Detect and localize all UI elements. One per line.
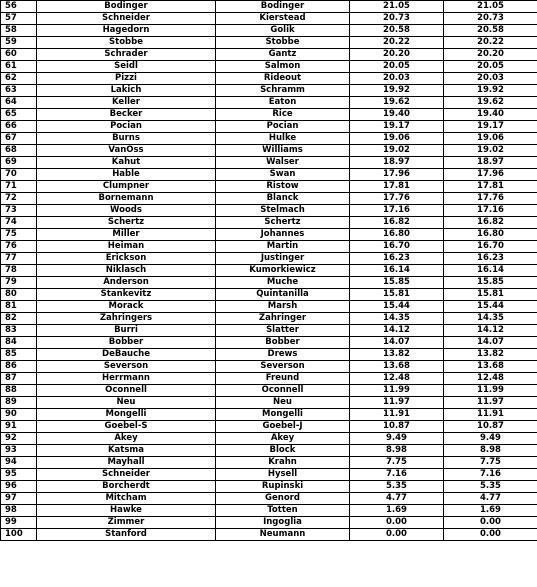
- name-cell: Anderson: [37, 277, 216, 289]
- score-cell: 13.68: [350, 361, 444, 373]
- score-cell-2: 11.99: [444, 385, 537, 397]
- rank-cell: 88: [1, 385, 37, 397]
- rank-cell: 87: [1, 373, 37, 385]
- score-cell-2: 8.98: [444, 445, 537, 457]
- score-cell: 17.81: [350, 181, 444, 193]
- table-row: [1, 373, 537, 385]
- name-cell: Schneider: [37, 13, 216, 25]
- partner-name-cell: Martin: [216, 241, 350, 253]
- name-cell: Niklasch: [37, 265, 216, 277]
- partner-name-cell: Schramm: [216, 85, 350, 97]
- score-cell: 13.82: [350, 349, 444, 361]
- score-cell: 18.97: [350, 157, 444, 169]
- table-row: [1, 433, 537, 445]
- partner-name-cell: Neumann: [216, 529, 350, 541]
- table-row: [1, 241, 537, 253]
- score-cell-2: 9.49: [444, 433, 537, 445]
- name-cell: Burns: [37, 133, 216, 145]
- partner-name-cell: Bodinger: [216, 1, 350, 13]
- name-cell: Borcherdt: [37, 481, 216, 493]
- partner-name-cell: Hysell: [216, 469, 350, 481]
- name-cell: Schertz: [37, 217, 216, 229]
- table-row: [1, 109, 537, 121]
- partner-name-cell: Oconnell: [216, 385, 350, 397]
- name-cell: Mayhall: [37, 457, 216, 469]
- name-cell: Miller: [37, 229, 216, 241]
- score-cell: 21.05: [350, 1, 444, 13]
- rank-cell: 94: [1, 457, 37, 469]
- name-cell: Bornemann: [37, 193, 216, 205]
- name-cell: Zimmer: [37, 517, 216, 529]
- rank-cell: 76: [1, 241, 37, 253]
- partner-name-cell: Schertz: [216, 217, 350, 229]
- score-cell-2: 5.35: [444, 481, 537, 493]
- rank-cell: 66: [1, 121, 37, 133]
- score-cell-2: 15.44: [444, 301, 537, 313]
- name-cell: Pizzi: [37, 73, 216, 85]
- name-cell: Pocian: [37, 121, 216, 133]
- score-cell-2: 14.35: [444, 313, 537, 325]
- partner-name-cell: Kierstead: [216, 13, 350, 25]
- table-row: [1, 469, 537, 481]
- table-row: [1, 397, 537, 409]
- table-row: [1, 289, 537, 301]
- score-cell: 8.98: [350, 445, 444, 457]
- table-row: [1, 361, 537, 373]
- score-cell-2: 13.68: [444, 361, 537, 373]
- score-cell-2: 20.05: [444, 61, 537, 73]
- name-cell: Burri: [37, 325, 216, 337]
- partner-name-cell: Slatter: [216, 325, 350, 337]
- table-row: [1, 25, 537, 37]
- rank-cell: 74: [1, 217, 37, 229]
- partner-name-cell: Neu: [216, 397, 350, 409]
- rank-cell: 57: [1, 13, 37, 25]
- score-cell-2: 19.06: [444, 133, 537, 145]
- name-cell: Oconnell: [37, 385, 216, 397]
- table-row: [1, 253, 537, 265]
- partner-name-cell: Block: [216, 445, 350, 457]
- rank-cell: 71: [1, 181, 37, 193]
- partner-name-cell: Drews: [216, 349, 350, 361]
- score-cell-2: 15.81: [444, 289, 537, 301]
- partner-name-cell: Kumorkiewicz: [216, 265, 350, 277]
- name-cell: Hawke: [37, 505, 216, 517]
- rank-cell: 78: [1, 265, 37, 277]
- standings-table-body: [1, 1, 537, 541]
- score-cell-2: 19.92: [444, 85, 537, 97]
- score-cell-2: 11.91: [444, 409, 537, 421]
- score-cell-2: 0.00: [444, 517, 537, 529]
- score-cell-2: 20.20: [444, 49, 537, 61]
- rank-cell: 77: [1, 253, 37, 265]
- rank-cell: 67: [1, 133, 37, 145]
- name-cell: Stanford: [37, 529, 216, 541]
- score-cell-2: 14.07: [444, 337, 537, 349]
- name-cell: Akey: [37, 433, 216, 445]
- rank-cell: 97: [1, 493, 37, 505]
- partner-name-cell: Mongelli: [216, 409, 350, 421]
- partner-name-cell: Stobbe: [216, 37, 350, 49]
- partner-name-cell: Walser: [216, 157, 350, 169]
- score-cell: 19.06: [350, 133, 444, 145]
- score-cell: 19.02: [350, 145, 444, 157]
- name-cell: Kahut: [37, 157, 216, 169]
- partner-name-cell: Bobber: [216, 337, 350, 349]
- score-cell: 16.23: [350, 253, 444, 265]
- score-cell-2: 19.02: [444, 145, 537, 157]
- table-row: [1, 349, 537, 361]
- score-cell-2: 10.87: [444, 421, 537, 433]
- score-cell: 4.77: [350, 493, 444, 505]
- rank-cell: 62: [1, 73, 37, 85]
- name-cell: Severson: [37, 361, 216, 373]
- table-row: [1, 205, 537, 217]
- name-cell: Katsma: [37, 445, 216, 457]
- rank-cell: 93: [1, 445, 37, 457]
- score-cell-2: 14.12: [444, 325, 537, 337]
- rank-cell: 70: [1, 169, 37, 181]
- score-cell: 14.12: [350, 325, 444, 337]
- score-cell-2: 13.82: [444, 349, 537, 361]
- name-cell: Bodinger: [37, 1, 216, 13]
- name-cell: Schneider: [37, 469, 216, 481]
- partner-name-cell: Krahn: [216, 457, 350, 469]
- partner-name-cell: Totten: [216, 505, 350, 517]
- partner-name-cell: Zahringer: [216, 313, 350, 325]
- rank-cell: 59: [1, 37, 37, 49]
- rank-cell: 81: [1, 301, 37, 313]
- score-cell: 20.22: [350, 37, 444, 49]
- partner-name-cell: Williams: [216, 145, 350, 157]
- score-cell: 17.16: [350, 205, 444, 217]
- rank-cell: 79: [1, 277, 37, 289]
- score-cell-2: 16.14: [444, 265, 537, 277]
- partner-name-cell: Severson: [216, 361, 350, 373]
- table-row: [1, 97, 537, 109]
- name-cell: Woods: [37, 205, 216, 217]
- rank-cell: 61: [1, 61, 37, 73]
- table-row: [1, 73, 537, 85]
- name-cell: Herrmann: [37, 373, 216, 385]
- name-cell: VanOss: [37, 145, 216, 157]
- table-row: [1, 85, 537, 97]
- rank-cell: 90: [1, 409, 37, 421]
- score-cell: 20.05: [350, 61, 444, 73]
- name-cell: Mongelli: [37, 409, 216, 421]
- rank-cell: 92: [1, 433, 37, 445]
- score-cell-2: 16.70: [444, 241, 537, 253]
- score-cell: 7.16: [350, 469, 444, 481]
- rank-cell: 69: [1, 157, 37, 169]
- table-row: [1, 61, 537, 73]
- score-cell: 11.99: [350, 385, 444, 397]
- score-cell: 7.75: [350, 457, 444, 469]
- name-cell: Becker: [37, 109, 216, 121]
- rank-cell: 86: [1, 361, 37, 373]
- rank-cell: 72: [1, 193, 37, 205]
- score-cell: 15.81: [350, 289, 444, 301]
- score-cell: 12.48: [350, 373, 444, 385]
- score-cell: 19.17: [350, 121, 444, 133]
- rank-cell: 91: [1, 421, 37, 433]
- score-cell-2: 18.97: [444, 157, 537, 169]
- score-cell: 15.44: [350, 301, 444, 313]
- rank-cell: 89: [1, 397, 37, 409]
- name-cell: Mitcham: [37, 493, 216, 505]
- score-cell-2: 15.85: [444, 277, 537, 289]
- score-cell: 20.03: [350, 73, 444, 85]
- name-cell: Hable: [37, 169, 216, 181]
- score-cell-2: 19.62: [444, 97, 537, 109]
- score-cell-2: 12.48: [444, 373, 537, 385]
- rank-cell: 85: [1, 349, 37, 361]
- score-cell: 11.91: [350, 409, 444, 421]
- score-cell-2: 4.77: [444, 493, 537, 505]
- name-cell: Keller: [37, 97, 216, 109]
- name-cell: Seidl: [37, 61, 216, 73]
- partner-name-cell: Goebel-J: [216, 421, 350, 433]
- rank-cell: 63: [1, 85, 37, 97]
- partner-name-cell: Blanck: [216, 193, 350, 205]
- partner-name-cell: Ingoglia: [216, 517, 350, 529]
- name-cell: Lakich: [37, 85, 216, 97]
- partner-name-cell: Freund: [216, 373, 350, 385]
- table-row: [1, 325, 537, 337]
- table-row: [1, 301, 537, 313]
- score-cell-2: 21.05: [444, 1, 537, 13]
- table-row: [1, 517, 537, 529]
- score-cell: 16.14: [350, 265, 444, 277]
- score-cell-2: 16.82: [444, 217, 537, 229]
- score-cell-2: 20.73: [444, 13, 537, 25]
- rank-cell: 68: [1, 145, 37, 157]
- partner-name-cell: Ristow: [216, 181, 350, 193]
- score-cell-2: 17.96: [444, 169, 537, 181]
- score-cell: 0.00: [350, 517, 444, 529]
- score-cell-2: 17.76: [444, 193, 537, 205]
- rank-cell: 56: [1, 1, 37, 13]
- name-cell: DeBauche: [37, 349, 216, 361]
- rank-cell: 75: [1, 229, 37, 241]
- name-cell: Erickson: [37, 253, 216, 265]
- score-cell-2: 1.69: [444, 505, 537, 517]
- name-cell: Heiman: [37, 241, 216, 253]
- name-cell: Goebel-S: [37, 421, 216, 433]
- rank-cell: 65: [1, 109, 37, 121]
- rank-cell: 96: [1, 481, 37, 493]
- partner-name-cell: Justinger: [216, 253, 350, 265]
- table-row: [1, 445, 537, 457]
- score-cell: 10.87: [350, 421, 444, 433]
- name-cell: Neu: [37, 397, 216, 409]
- name-cell: Zahringers: [37, 313, 216, 325]
- partner-name-cell: Genord: [216, 493, 350, 505]
- score-cell: 16.70: [350, 241, 444, 253]
- score-cell: 20.20: [350, 49, 444, 61]
- score-cell-2: 11.97: [444, 397, 537, 409]
- table-row: [1, 481, 537, 493]
- score-cell: 14.07: [350, 337, 444, 349]
- table-row: [1, 529, 537, 541]
- score-cell: 0.00: [350, 529, 444, 541]
- score-cell-2: 16.23: [444, 253, 537, 265]
- rank-cell: 95: [1, 469, 37, 481]
- score-cell: 20.58: [350, 25, 444, 37]
- table-row: [1, 409, 537, 421]
- rank-cell: 73: [1, 205, 37, 217]
- table-row: [1, 37, 537, 49]
- score-cell-2: 20.22: [444, 37, 537, 49]
- score-cell-2: 20.03: [444, 73, 537, 85]
- score-cell: 1.69: [350, 505, 444, 517]
- table-row: [1, 421, 537, 433]
- score-cell-2: 17.81: [444, 181, 537, 193]
- table-row: [1, 277, 537, 289]
- rank-cell: 100: [1, 529, 37, 541]
- score-cell: 17.76: [350, 193, 444, 205]
- table-row: [1, 121, 537, 133]
- rank-cell: 83: [1, 325, 37, 337]
- table-row: [1, 133, 537, 145]
- score-cell: 17.96: [350, 169, 444, 181]
- table-row: [1, 181, 537, 193]
- table-row: [1, 457, 537, 469]
- table-row: [1, 157, 537, 169]
- name-cell: Stobbe: [37, 37, 216, 49]
- table-row: [1, 385, 537, 397]
- score-cell: 19.62: [350, 97, 444, 109]
- partner-name-cell: Rice: [216, 109, 350, 121]
- table-row: [1, 13, 537, 25]
- rank-cell: 84: [1, 337, 37, 349]
- score-cell-2: 20.58: [444, 25, 537, 37]
- score-cell: 19.92: [350, 85, 444, 97]
- score-cell-2: 7.75: [444, 457, 537, 469]
- partner-name-cell: Eaton: [216, 97, 350, 109]
- table-row: [1, 169, 537, 181]
- partner-name-cell: Gantz: [216, 49, 350, 61]
- rank-cell: 80: [1, 289, 37, 301]
- partner-name-cell: Johannes: [216, 229, 350, 241]
- table-row: [1, 313, 537, 325]
- table-row: [1, 505, 537, 517]
- score-cell: 20.73: [350, 13, 444, 25]
- score-cell-2: 19.17: [444, 121, 537, 133]
- score-cell-2: 16.80: [444, 229, 537, 241]
- rank-cell: 99: [1, 517, 37, 529]
- table-row: [1, 193, 537, 205]
- partner-name-cell: Rupinski: [216, 481, 350, 493]
- table-row: [1, 265, 537, 277]
- name-cell: Schrader: [37, 49, 216, 61]
- partner-name-cell: Quintanilla: [216, 289, 350, 301]
- table-row: [1, 49, 537, 61]
- table-row: [1, 1, 537, 13]
- score-cell: 16.82: [350, 217, 444, 229]
- score-cell-2: 7.16: [444, 469, 537, 481]
- rank-cell: 64: [1, 97, 37, 109]
- partner-name-cell: Stelmach: [216, 205, 350, 217]
- partner-name-cell: Golik: [216, 25, 350, 37]
- rank-cell: 60: [1, 49, 37, 61]
- partner-name-cell: Akey: [216, 433, 350, 445]
- partner-name-cell: Rideout: [216, 73, 350, 85]
- score-cell: 14.35: [350, 313, 444, 325]
- name-cell: Stankevitz: [37, 289, 216, 301]
- table-row: [1, 145, 537, 157]
- score-cell: 15.85: [350, 277, 444, 289]
- name-cell: Bobber: [37, 337, 216, 349]
- score-cell: 16.80: [350, 229, 444, 241]
- name-cell: Clumpner: [37, 181, 216, 193]
- partner-name-cell: Salmon: [216, 61, 350, 73]
- score-cell: 11.97: [350, 397, 444, 409]
- score-cell-2: 17.16: [444, 205, 537, 217]
- table-row: [1, 337, 537, 349]
- partner-name-cell: Muche: [216, 277, 350, 289]
- score-cell-2: 19.40: [444, 109, 537, 121]
- partner-name-cell: Pocian: [216, 121, 350, 133]
- rank-cell: 58: [1, 25, 37, 37]
- score-cell: 9.49: [350, 433, 444, 445]
- table-row: [1, 229, 537, 241]
- name-cell: Morack: [37, 301, 216, 313]
- partner-name-cell: Marsh: [216, 301, 350, 313]
- rank-cell: 98: [1, 505, 37, 517]
- rank-cell: 82: [1, 313, 37, 325]
- partner-name-cell: Hulke: [216, 133, 350, 145]
- partner-name-cell: Swan: [216, 169, 350, 181]
- table-row: [1, 217, 537, 229]
- table-row: [1, 493, 537, 505]
- score-cell: 5.35: [350, 481, 444, 493]
- name-cell: Hagedorn: [37, 25, 216, 37]
- score-cell: 19.40: [350, 109, 444, 121]
- score-cell-2: 0.00: [444, 529, 537, 541]
